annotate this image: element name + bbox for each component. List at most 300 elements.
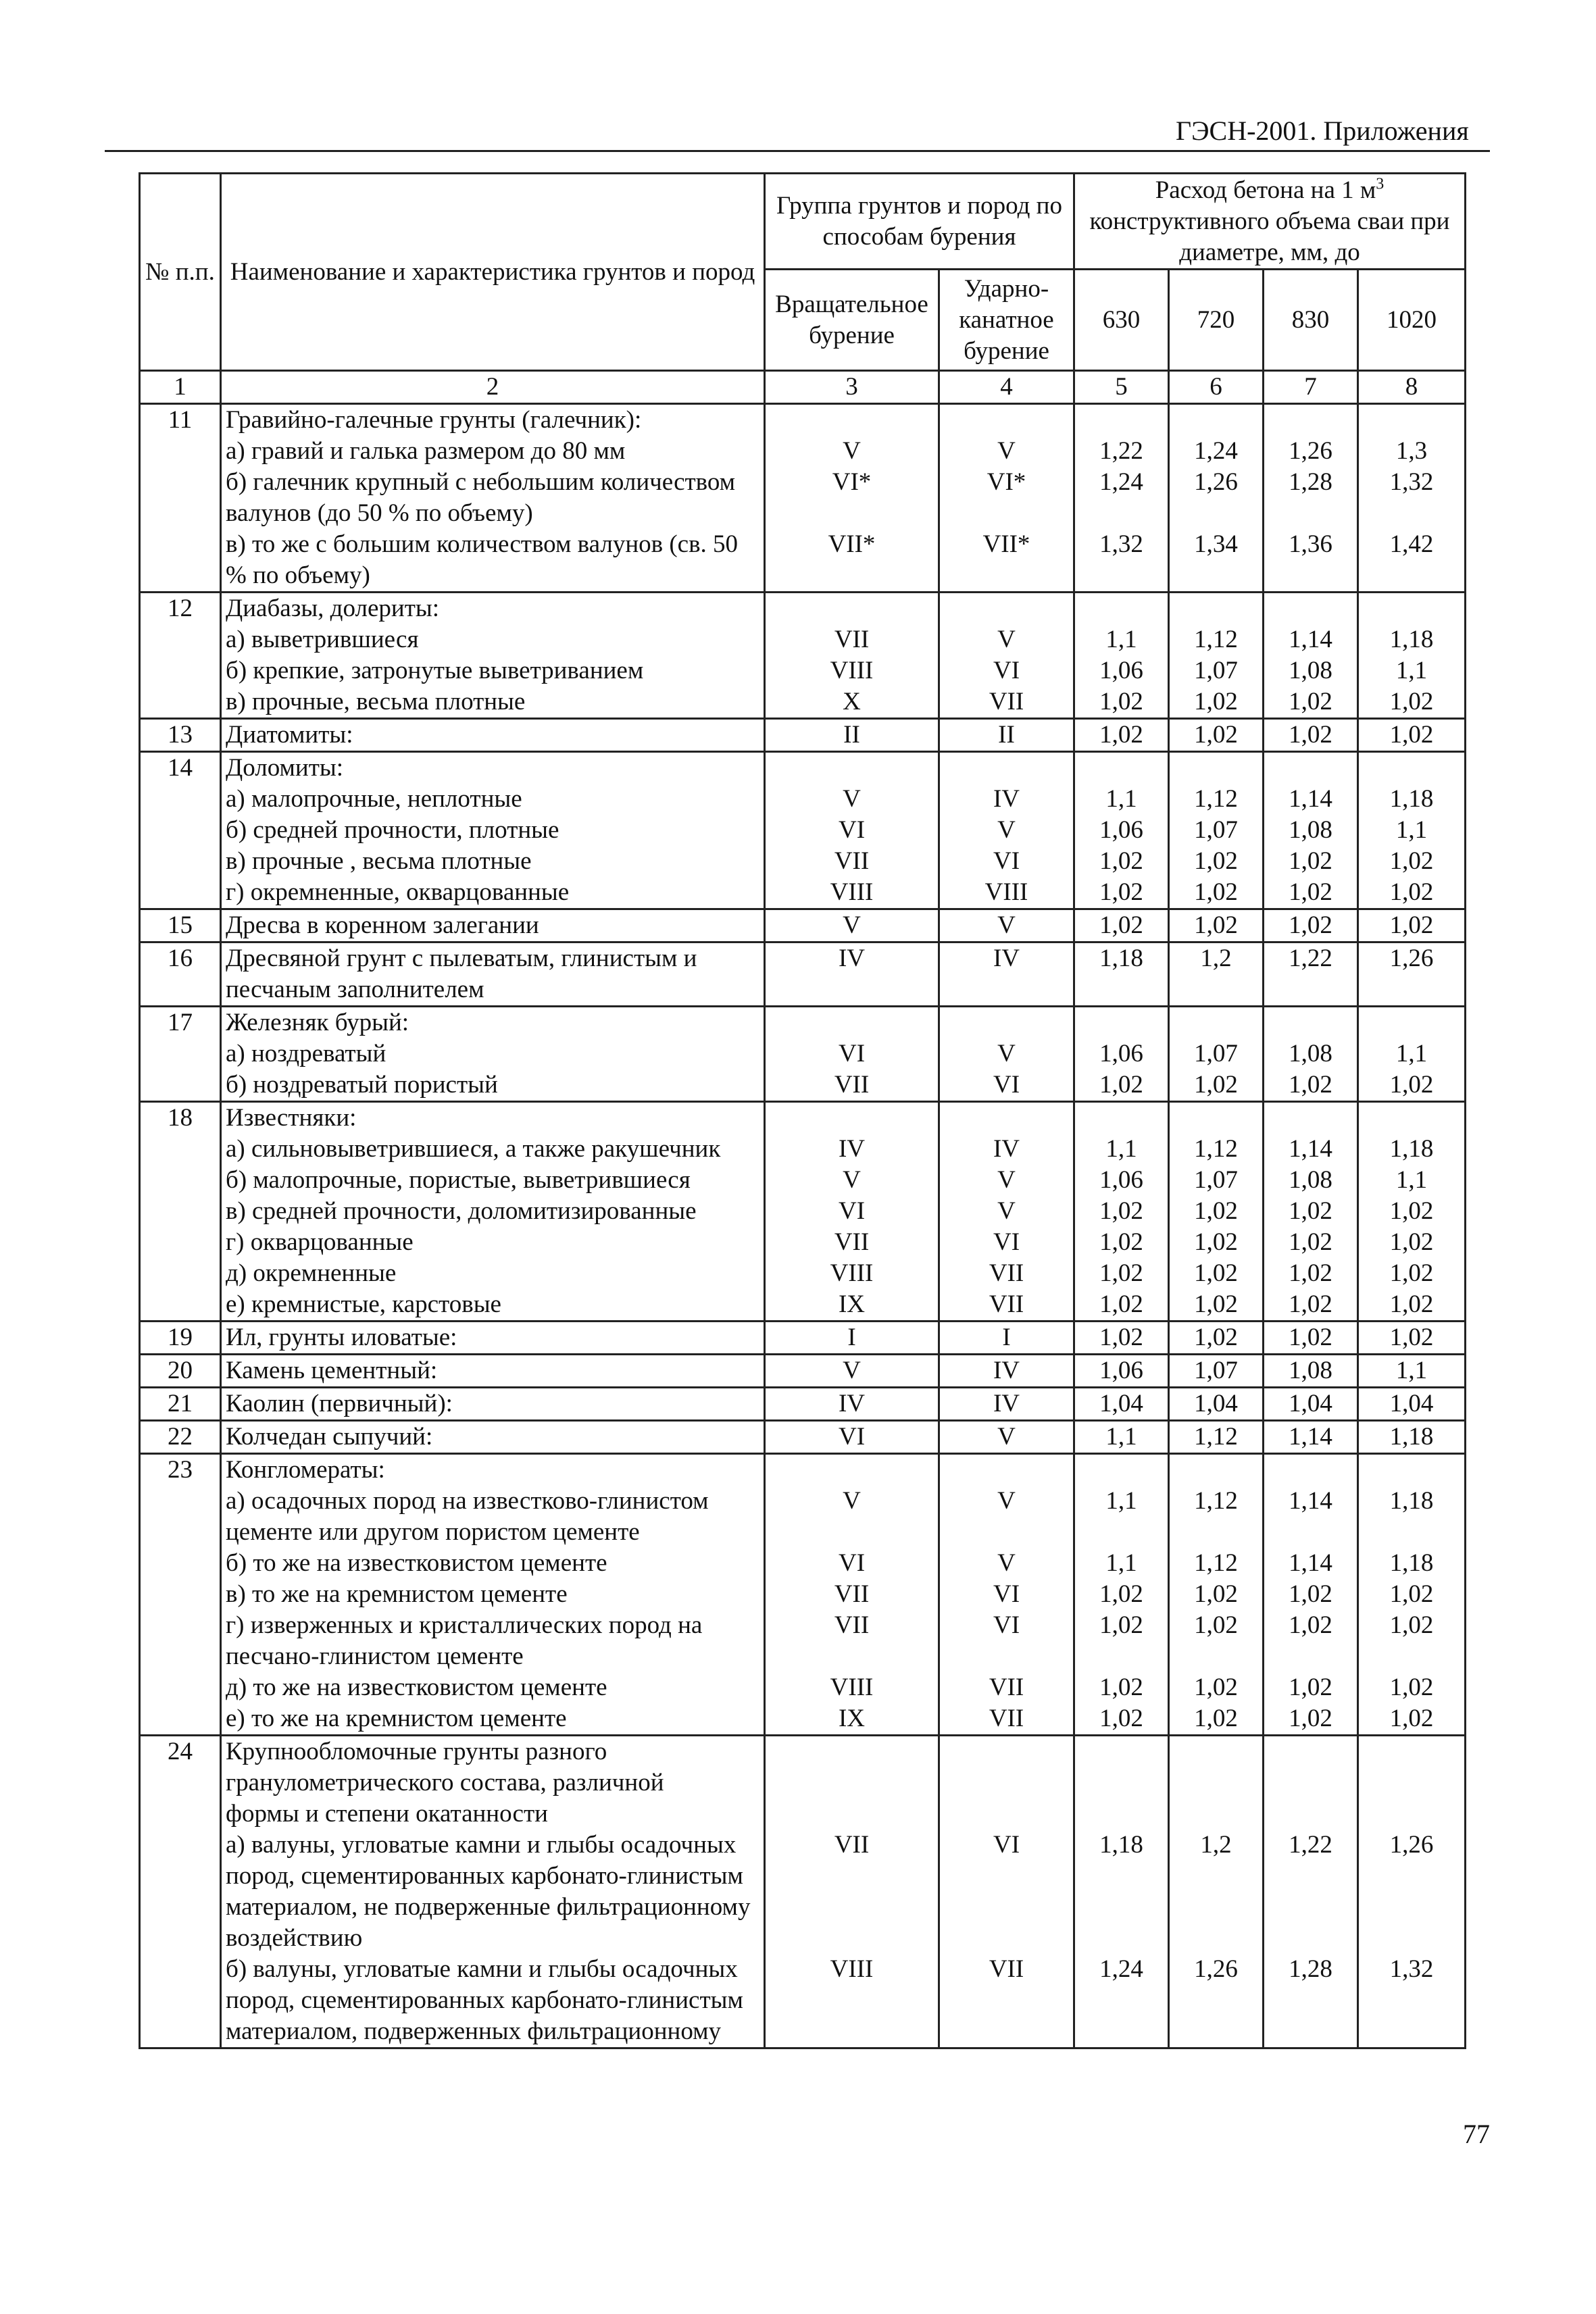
table-row <box>140 1388 1466 1421</box>
table-row <box>140 846 1466 877</box>
group-percussion: VII <box>939 1289 1074 1322</box>
value-630: 1,02 <box>1074 1672 1169 1703</box>
value-630: 1,32 <box>1074 529 1169 593</box>
value-630: 1,02 <box>1074 909 1169 942</box>
table-row <box>140 404 1466 436</box>
value-830: 1,04 <box>1264 1388 1358 1421</box>
table-row <box>140 1736 1466 1799</box>
value-720 <box>1169 593 1264 625</box>
value-830: 1,02 <box>1264 1258 1358 1289</box>
group-percussion: IV <box>939 1388 1074 1421</box>
header-consumption <box>1074 174 1466 270</box>
value-630: 1,06 <box>1074 1038 1169 1070</box>
group-percussion <box>939 404 1074 436</box>
row-name: в) то же на кремнистом цементе <box>221 1579 765 1610</box>
row-name: в) прочные, весьма плотные <box>221 686 765 719</box>
value-830: 1,14 <box>1264 624 1358 655</box>
value-830: 1,02 <box>1264 1672 1358 1703</box>
value-720: 1,26 <box>1169 467 1264 529</box>
value-1020 <box>1358 1454 1466 1486</box>
group-rotary: VII <box>765 1070 939 1102</box>
table-row <box>140 1486 1466 1548</box>
value-720: 1,02 <box>1169 1322 1264 1355</box>
row-name: б) галечник крупный с небольшим количеством валунов (до 50 % по объему) <box>221 467 765 529</box>
value-830: 1,02 <box>1264 686 1358 719</box>
value-1020: 1,26 <box>1358 942 1466 1007</box>
value-1020: 1,02 <box>1358 686 1466 719</box>
row-name: б) ноздреватый пористый <box>221 1070 765 1102</box>
value-720: 1,24 <box>1169 436 1264 467</box>
group-rotary: VII* <box>765 529 939 593</box>
value-1020: 1,1 <box>1358 1355 1466 1388</box>
group-rotary: VI <box>765 1421 939 1454</box>
group-rotary: IV <box>765 1388 939 1421</box>
table-row <box>140 1258 1466 1289</box>
group-rotary: V <box>765 1165 939 1196</box>
value-630 <box>1074 1454 1169 1486</box>
row-number: 19 <box>140 1322 221 1355</box>
value-1020: 1,02 <box>1358 1258 1466 1289</box>
row-name: Диабазы, долериты: <box>221 593 765 625</box>
row-number: 21 <box>140 1388 221 1421</box>
group-rotary: V <box>765 784 939 815</box>
value-1020: 1,02 <box>1358 1579 1466 1610</box>
value-830: 1,14 <box>1264 1421 1358 1454</box>
value-1020: 1,02 <box>1358 909 1466 942</box>
value-830: 1,28 <box>1264 467 1358 529</box>
table-row <box>140 942 1466 1007</box>
table-row <box>140 655 1466 686</box>
row-name: б) то же на известковистом цементе <box>221 1548 765 1579</box>
group-percussion: IV <box>939 942 1074 1007</box>
value-1020: 1,18 <box>1358 784 1466 815</box>
group-rotary: VII <box>765 1610 939 1672</box>
group-percussion: V <box>939 1486 1074 1548</box>
soil-concrete-table <box>139 172 1466 2049</box>
value-1020: 1,42 <box>1358 529 1466 593</box>
value-720: 1,04 <box>1169 1388 1264 1421</box>
value-1020: 1,3 <box>1358 436 1466 467</box>
group-percussion <box>939 593 1074 625</box>
table-row <box>140 529 1466 593</box>
table-row <box>140 1102 1466 1134</box>
row-number <box>140 655 221 686</box>
group-rotary: VII <box>765 1830 939 1954</box>
table-row <box>140 1703 1466 1736</box>
table-row <box>140 784 1466 815</box>
table-row <box>140 1134 1466 1165</box>
value-720: 1,07 <box>1169 815 1264 846</box>
row-name: Диатомиты: <box>221 719 765 752</box>
header-rule <box>105 150 1490 152</box>
value-1020: 1,1 <box>1358 1165 1466 1196</box>
group-percussion: V <box>939 1196 1074 1227</box>
value-720: 1,2 <box>1169 1830 1264 1954</box>
value-720: 1,2 <box>1169 942 1264 1007</box>
value-630: 1,02 <box>1074 877 1169 909</box>
value-1020: 1,02 <box>1358 1289 1466 1322</box>
col-number: 1 <box>140 371 221 404</box>
value-1020 <box>1358 404 1466 436</box>
group-percussion: VII <box>939 1258 1074 1289</box>
value-630: 1,1 <box>1074 784 1169 815</box>
table-row <box>140 1038 1466 1070</box>
row-name: Гравийно-галечные грунты (галечник): <box>221 404 765 436</box>
table-row <box>140 1830 1466 1954</box>
row-name: б) крепкие, затронутые выветриванием <box>221 655 765 686</box>
table-row <box>140 1227 1466 1258</box>
value-1020: 1,1 <box>1358 655 1466 686</box>
group-rotary <box>765 752 939 784</box>
value-720: 1,02 <box>1169 1579 1264 1610</box>
col-number: 5 <box>1074 371 1169 404</box>
group-rotary: V <box>765 909 939 942</box>
value-830: 1,02 <box>1264 877 1358 909</box>
row-number <box>140 1799 221 1830</box>
value-630: 1,02 <box>1074 1289 1169 1322</box>
value-1020 <box>1358 1799 1466 1830</box>
value-630: 1,02 <box>1074 1258 1169 1289</box>
value-830 <box>1264 1736 1358 1799</box>
row-number <box>140 1610 221 1672</box>
value-1020 <box>1358 1736 1466 1799</box>
value-630: 1,24 <box>1074 467 1169 529</box>
group-percussion: VII* <box>939 529 1074 593</box>
row-number: 20 <box>140 1355 221 1388</box>
value-1020: 1,02 <box>1358 1703 1466 1736</box>
group-percussion: V <box>939 815 1074 846</box>
value-830: 1,14 <box>1264 1486 1358 1548</box>
value-720: 1,07 <box>1169 1355 1264 1388</box>
value-630: 1,1 <box>1074 624 1169 655</box>
row-name: Камень цементный: <box>221 1355 765 1388</box>
group-percussion: V <box>939 624 1074 655</box>
group-percussion: VII <box>939 1954 1074 2048</box>
group-rotary: VIII <box>765 1258 939 1289</box>
row-number: 12 <box>140 593 221 625</box>
table-row <box>140 1421 1466 1454</box>
row-number <box>140 1258 221 1289</box>
value-630: 1,02 <box>1074 1070 1169 1102</box>
value-720: 1,12 <box>1169 1486 1264 1548</box>
header-group: Группа грунтов и пород по способам бурения <box>765 174 1074 270</box>
row-name: е) кремнистые, карстовые <box>221 1289 765 1322</box>
table-row <box>140 877 1466 909</box>
value-630: 1,02 <box>1074 686 1169 719</box>
group-rotary: VI* <box>765 467 939 529</box>
group-rotary: VII <box>765 1227 939 1258</box>
group-rotary: IX <box>765 1703 939 1736</box>
document-header: ГЭСН-2001. Приложения <box>1176 116 1469 146</box>
group-percussion: VI <box>939 1227 1074 1258</box>
value-630 <box>1074 1007 1169 1039</box>
value-630 <box>1074 593 1169 625</box>
value-630 <box>1074 1799 1169 1830</box>
consumption-sup: 3 <box>1376 175 1385 193</box>
value-630 <box>1074 752 1169 784</box>
value-720: 1,26 <box>1169 1954 1264 2048</box>
value-1020: 1,02 <box>1358 1196 1466 1227</box>
value-1020: 1,18 <box>1358 1486 1466 1548</box>
value-720: 1,07 <box>1169 1165 1264 1196</box>
group-percussion: VI <box>939 1610 1074 1672</box>
group-rotary: VIII <box>765 1954 939 2048</box>
group-rotary <box>765 1454 939 1486</box>
value-720: 1,02 <box>1169 1610 1264 1672</box>
group-rotary: VI <box>765 1196 939 1227</box>
group-percussion: IV <box>939 1134 1074 1165</box>
group-percussion: VI <box>939 1070 1074 1102</box>
row-name: а) малопрочные, неплотные <box>221 784 765 815</box>
value-720: 1,12 <box>1169 624 1264 655</box>
row-number <box>140 1579 221 1610</box>
value-630: 1,1 <box>1074 1421 1169 1454</box>
row-number <box>140 784 221 815</box>
value-1020: 1,02 <box>1358 877 1466 909</box>
value-830: 1,14 <box>1264 1134 1358 1165</box>
row-name: б) средней прочности, плотные <box>221 815 765 846</box>
row-number: 18 <box>140 1102 221 1134</box>
value-830: 1,14 <box>1264 1548 1358 1579</box>
value-1020 <box>1358 752 1466 784</box>
value-830: 1,02 <box>1264 1070 1358 1102</box>
value-720: 1,02 <box>1169 1289 1264 1322</box>
value-1020: 1,04 <box>1358 1388 1466 1421</box>
value-830: 1,22 <box>1264 942 1358 1007</box>
value-720: 1,07 <box>1169 1038 1264 1070</box>
value-830: 1,02 <box>1264 719 1358 752</box>
value-830 <box>1264 593 1358 625</box>
group-rotary: II <box>765 719 939 752</box>
value-830: 1,22 <box>1264 1830 1358 1954</box>
value-1020: 1,02 <box>1358 1672 1466 1703</box>
col-number: 4 <box>939 371 1074 404</box>
row-number <box>140 1196 221 1227</box>
value-630: 1,02 <box>1074 846 1169 877</box>
value-830 <box>1264 1799 1358 1830</box>
value-630: 1,06 <box>1074 815 1169 846</box>
row-name: Железняк бурый: <box>221 1007 765 1039</box>
value-720: 1,12 <box>1169 1548 1264 1579</box>
group-percussion <box>939 1799 1074 1830</box>
row-number: 17 <box>140 1007 221 1039</box>
group-percussion: VI <box>939 655 1074 686</box>
group-percussion: VII <box>939 1703 1074 1736</box>
row-name: г) окремненные, окварцованные <box>221 877 765 909</box>
header-d720: 720 <box>1169 270 1264 371</box>
value-720: 1,12 <box>1169 784 1264 815</box>
table-row <box>140 719 1466 752</box>
table-row <box>140 1610 1466 1672</box>
row-number <box>140 1227 221 1258</box>
row-name: а) валуны, угловатые камни и глыбы осадочных пород, сцементированных карбонато-глинистым материалом, не подверженные фильтрационному воздействию <box>221 1830 765 1954</box>
value-630: 1,04 <box>1074 1388 1169 1421</box>
table-row <box>140 909 1466 942</box>
value-720 <box>1169 752 1264 784</box>
table-row <box>140 1070 1466 1102</box>
group-percussion: VIII <box>939 877 1074 909</box>
group-rotary: VIII <box>765 877 939 909</box>
value-1020: 1,26 <box>1358 1830 1466 1954</box>
value-720: 1,07 <box>1169 655 1264 686</box>
value-830 <box>1264 1007 1358 1039</box>
row-number <box>140 686 221 719</box>
value-1020: 1,02 <box>1358 846 1466 877</box>
row-name: формы и степени окатанности <box>221 1799 765 1830</box>
row-number <box>140 846 221 877</box>
value-720 <box>1169 1799 1264 1830</box>
value-720: 1,02 <box>1169 686 1264 719</box>
col-number: 2 <box>221 371 765 404</box>
page-number: 77 <box>1463 2119 1490 2149</box>
table-row <box>140 624 1466 655</box>
row-number: 22 <box>140 1421 221 1454</box>
value-630: 1,1 <box>1074 1548 1169 1579</box>
row-name: а) выветрившиеся <box>221 624 765 655</box>
table-row <box>140 1548 1466 1579</box>
row-number <box>140 1038 221 1070</box>
value-830: 1,02 <box>1264 1227 1358 1258</box>
value-1020: 1,18 <box>1358 1548 1466 1579</box>
value-720: 1,02 <box>1169 909 1264 942</box>
value-830: 1,26 <box>1264 436 1358 467</box>
group-rotary: I <box>765 1322 939 1355</box>
value-630: 1,06 <box>1074 655 1169 686</box>
value-630: 1,06 <box>1074 1165 1169 1196</box>
row-name: в) средней прочности, доломитизированные <box>221 1196 765 1227</box>
group-rotary: V <box>765 1486 939 1548</box>
table-row <box>140 1007 1466 1039</box>
header-name: Наименование и характеристика грунтов и пород <box>221 174 765 371</box>
row-number <box>140 1070 221 1102</box>
group-percussion: IV <box>939 1355 1074 1388</box>
value-720: 1,12 <box>1169 1421 1264 1454</box>
group-percussion: V <box>939 1165 1074 1196</box>
group-rotary: VI <box>765 815 939 846</box>
group-rotary: X <box>765 686 939 719</box>
row-number: 11 <box>140 404 221 436</box>
table-row <box>140 1196 1466 1227</box>
row-number <box>140 877 221 909</box>
header-d630: 630 <box>1074 270 1169 371</box>
group-percussion: V <box>939 1548 1074 1579</box>
table-row <box>140 1672 1466 1703</box>
group-rotary <box>765 1102 939 1134</box>
group-percussion: VI <box>939 1830 1074 1954</box>
table-row <box>140 815 1466 846</box>
row-name: б) малопрочные, пористые, выветрившиеся <box>221 1165 765 1196</box>
header-no: № п.п. <box>140 174 221 371</box>
row-number <box>140 1954 221 2048</box>
value-720: 1,02 <box>1169 1196 1264 1227</box>
consumption-rest: конструктивного объема сваи при диаметре, мм, до <box>1089 207 1450 266</box>
row-name: а) ноздреватый <box>221 1038 765 1070</box>
group-percussion: V <box>939 436 1074 467</box>
group-percussion: V <box>939 1038 1074 1070</box>
group-percussion <box>939 1007 1074 1039</box>
group-rotary <box>765 593 939 625</box>
group-percussion <box>939 1736 1074 1799</box>
value-830 <box>1264 1102 1358 1134</box>
table-body <box>140 404 1466 2048</box>
value-830: 1,02 <box>1264 1610 1358 1672</box>
column-number-row <box>140 371 1466 404</box>
row-name: Дресвяной грунт с пылеватым, глинистым и песчаным заполнителем <box>221 942 765 1007</box>
value-1020 <box>1358 1007 1466 1039</box>
row-name: Крупнообломочные грунты разного гранулометрического состава, различной <box>221 1736 765 1799</box>
value-630 <box>1074 404 1169 436</box>
value-720 <box>1169 1454 1264 1486</box>
value-720 <box>1169 1102 1264 1134</box>
group-rotary: VI <box>765 1038 939 1070</box>
group-percussion: VII <box>939 1672 1074 1703</box>
row-name: Дресва в коренном залегании <box>221 909 765 942</box>
group-rotary: V <box>765 1355 939 1388</box>
value-830 <box>1264 1454 1358 1486</box>
value-630: 1,02 <box>1074 1703 1169 1736</box>
value-830 <box>1264 404 1358 436</box>
group-percussion: VI* <box>939 467 1074 529</box>
row-number: 24 <box>140 1736 221 1799</box>
table-row <box>140 1579 1466 1610</box>
group-percussion: V <box>939 1421 1074 1454</box>
header-d1020: 1020 <box>1358 270 1466 371</box>
value-720: 1,02 <box>1169 1258 1264 1289</box>
row-name: в) то же с большим количеством валунов (св. 50 % по объему) <box>221 529 765 593</box>
header-rotary: Вращательное бурение <box>765 270 939 371</box>
row-number <box>140 1486 221 1548</box>
value-630: 1,18 <box>1074 1830 1169 1954</box>
table-row <box>140 1355 1466 1388</box>
group-rotary <box>765 1736 939 1799</box>
col-number: 7 <box>1264 371 1358 404</box>
table-row <box>140 1454 1466 1486</box>
value-1020: 1,1 <box>1358 1038 1466 1070</box>
value-1020: 1,02 <box>1358 1227 1466 1258</box>
value-830: 1,28 <box>1264 1954 1358 2048</box>
value-830: 1,08 <box>1264 1355 1358 1388</box>
value-830: 1,08 <box>1264 1165 1358 1196</box>
value-720 <box>1169 1736 1264 1799</box>
group-percussion: VII <box>939 686 1074 719</box>
group-rotary: V <box>765 436 939 467</box>
value-830 <box>1264 752 1358 784</box>
table-row <box>140 752 1466 784</box>
col-number: 6 <box>1169 371 1264 404</box>
value-1020: 1,02 <box>1358 1322 1466 1355</box>
value-830: 1,02 <box>1264 1579 1358 1610</box>
group-rotary <box>765 1799 939 1830</box>
value-1020: 1,32 <box>1358 467 1466 529</box>
value-630: 1,1 <box>1074 1486 1169 1548</box>
table-row <box>140 467 1466 529</box>
group-percussion: VI <box>939 1579 1074 1610</box>
row-name: б) валуны, угловатые камни и глыбы осадочных пород, сцементированных карбонато-глинистым материалом, подверженных фильтрационному <box>221 1954 765 2048</box>
row-number <box>140 1830 221 1954</box>
value-630: 1,02 <box>1074 1579 1169 1610</box>
value-630: 1,22 <box>1074 436 1169 467</box>
row-name: а) осадочных пород на известково-глинистом цементе или другом пористом цементе <box>221 1486 765 1548</box>
group-percussion: I <box>939 1322 1074 1355</box>
row-number: 15 <box>140 909 221 942</box>
row-number <box>140 1289 221 1322</box>
header-percussion: Ударно-канатное бурение <box>939 270 1074 371</box>
value-720: 1,12 <box>1169 1134 1264 1165</box>
value-830: 1,14 <box>1264 784 1358 815</box>
row-number <box>140 1548 221 1579</box>
value-1020: 1,02 <box>1358 719 1466 752</box>
table-row <box>140 1322 1466 1355</box>
